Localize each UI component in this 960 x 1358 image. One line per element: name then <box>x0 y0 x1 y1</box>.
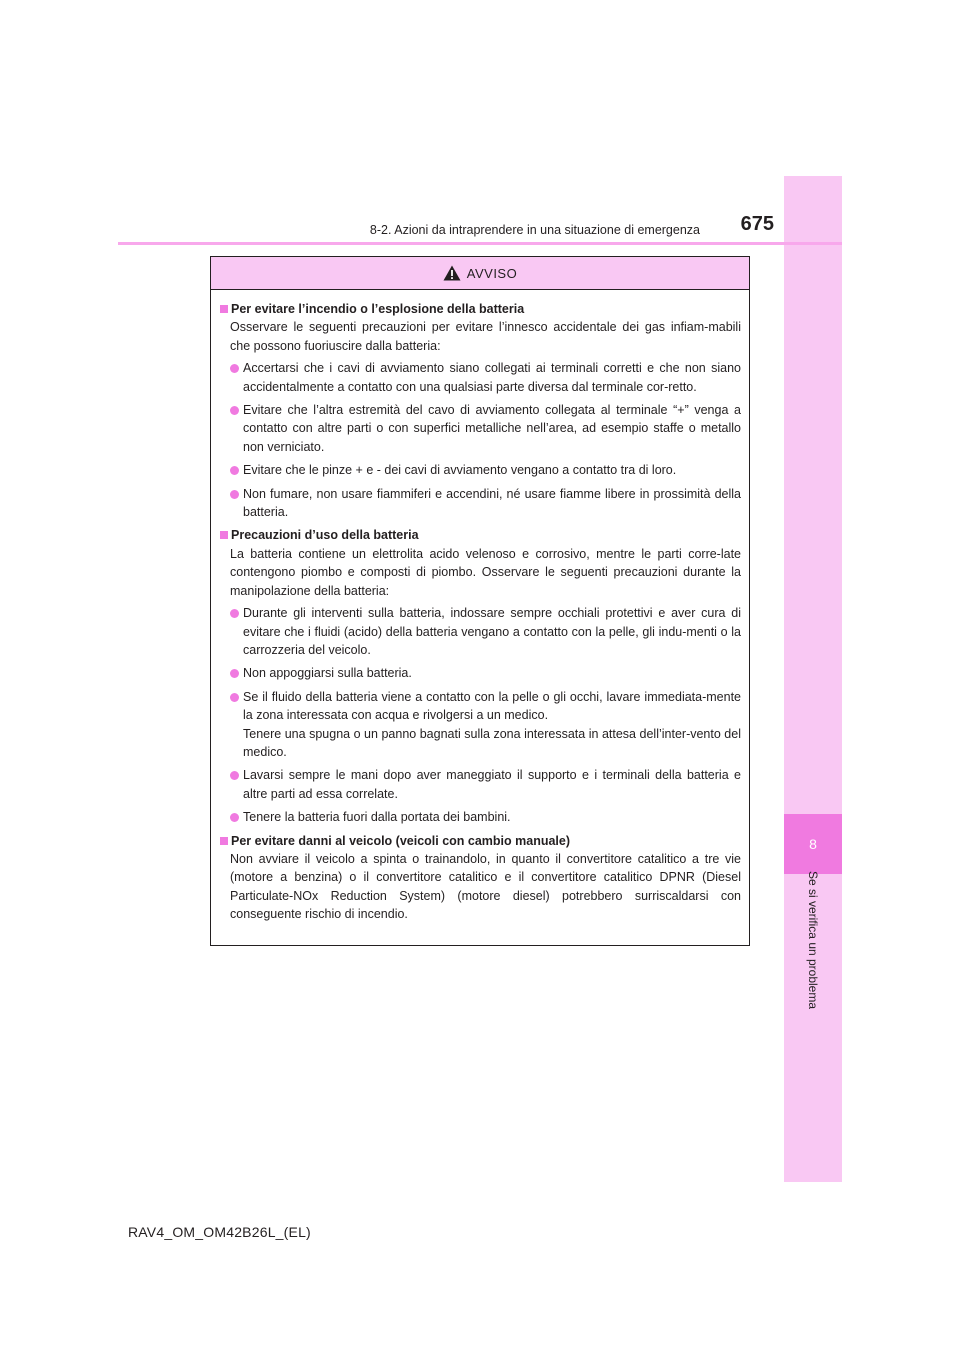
bullet-text: Se il fluido della batteria viene a contatto con la pelle o gli occhi, lavare immediata-mente la zona interessata con acqua e rivolgersi a un medico. Tenere una spugna o un panno bagnati sulla zona interessata in attesa dell’inter-vento del medico. <box>243 689 741 759</box>
bullet-text: Tenere la batteria fuori dalla portata dei bambini. <box>243 810 511 825</box>
bullet-text: Accertarsi che i cavi di avviamento siano collegati ai terminali corretti e che non siano accidentalmente a contatto con una qualsiasi parte diversa dal terminale cor-retto. <box>243 361 741 394</box>
warning-header <box>211 257 749 290</box>
bullet-text: Evitare che l’altra estremità del cavo di avviamento collegata al terminale “+” venga a contatto con altre parti o con superfici metalliche nell’area, ad esempio staffe o metallo non verniciato. <box>243 403 741 454</box>
warning-section-heading <box>220 526 741 544</box>
warning-body <box>211 290 749 924</box>
heading-text: Precauzioni d’uso della batteria <box>231 528 419 543</box>
round-bullet-icon <box>230 669 239 678</box>
chapter-title-vertical: Se si verifica un problema <box>806 870 820 1010</box>
round-bullet-icon <box>230 406 239 415</box>
bullet-text: Lavarsi sempre le mani dopo aver maneggiato il supporto e i terminali della batteria e altre parti ad essa correlate. <box>243 768 741 801</box>
warning-bullet-item <box>220 766 741 803</box>
warning-label: AVVISO <box>466 265 518 281</box>
warning-bullet-item <box>220 485 741 522</box>
heading-text: Per evitare danni al veicolo (veicoli con cambio manuale) <box>231 833 571 848</box>
heading-text: Per evitare l’incendio o l’esplosione della batteria <box>231 302 525 316</box>
warning-bullet-item <box>220 808 741 826</box>
round-bullet-icon <box>230 693 239 702</box>
chapter-side-tab <box>784 176 842 1182</box>
round-bullet-icon <box>230 490 239 499</box>
warning-paragraph: La batteria contiene un elettrolita acido velenoso e corrosivo, mentre le parti corre-late contengono piombo e composti di piombo. Osservare le seguenti precauzioni durante la manipolazione della batteria: <box>230 546 741 598</box>
chapter-number-box <box>784 814 842 874</box>
warning-bullet-item <box>220 604 741 659</box>
round-bullet-icon <box>230 466 239 475</box>
warning-bullet-item <box>220 461 741 479</box>
warning-bullet-item <box>220 401 741 456</box>
warning-paragraph: Osservare le seguenti precauzioni per evitare l’innesco accidentale dei gas infiam-mabili che possono fuoriuscire dalla batteria: <box>230 320 741 353</box>
section-title: 8-2. Azioni da intraprendere in una situazione di emergenza <box>369 223 700 237</box>
warning-section-heading <box>220 832 741 850</box>
round-bullet-icon <box>230 771 239 780</box>
warning-triangle-icon <box>443 265 461 281</box>
round-bullet-icon <box>230 813 239 822</box>
round-bullet-icon <box>230 609 239 618</box>
warning-bullet-item <box>220 359 741 396</box>
round-bullet-icon <box>230 364 239 373</box>
page-number: 675 <box>740 213 774 235</box>
warning-bullet-item <box>220 688 741 762</box>
bullet-text: Non fumare, non usare fiammiferi e accendini, né usare fiamme libere in prossimità della batteria. <box>243 486 741 520</box>
square-bullet-icon <box>220 531 228 539</box>
header-rule <box>118 242 842 245</box>
warning-section-heading <box>220 300 741 318</box>
bullet-text: Non appoggiarsi sulla batteria. <box>243 666 412 681</box>
square-bullet-icon <box>220 837 228 845</box>
bullet-text: Evitare che le pinze + e - dei cavi di avviamento vengano a contatto tra di loro. <box>243 463 677 478</box>
chapter-number: 8 <box>809 836 817 852</box>
warning-box <box>210 256 750 946</box>
warning-bullet-item <box>220 664 741 682</box>
document-code: RAV4_OM_OM42B26L_(EL) <box>128 1224 311 1240</box>
square-bullet-icon <box>220 305 228 313</box>
warning-paragraph: Non avviare il veicolo a spinta o trainandolo, in quanto il convertitore catalitico a tre vie (motore a benzina) o il convertitore catalitico e il convertitore catalitico DPNR (Diesel Particulate-NOx Reduction System) (motore diesel) potrebbero surriscaldarsi con conseguente rischio di incendio. <box>230 851 741 922</box>
bullet-text: Durante gli interventi sulla batteria, indossare sempre occhiali protettivi e aver cura di evitare che i fluidi (acido) della batteria vengano a contatto con la pelle, gli indu-menti o la carrozzeria del veicolo. <box>243 606 741 657</box>
